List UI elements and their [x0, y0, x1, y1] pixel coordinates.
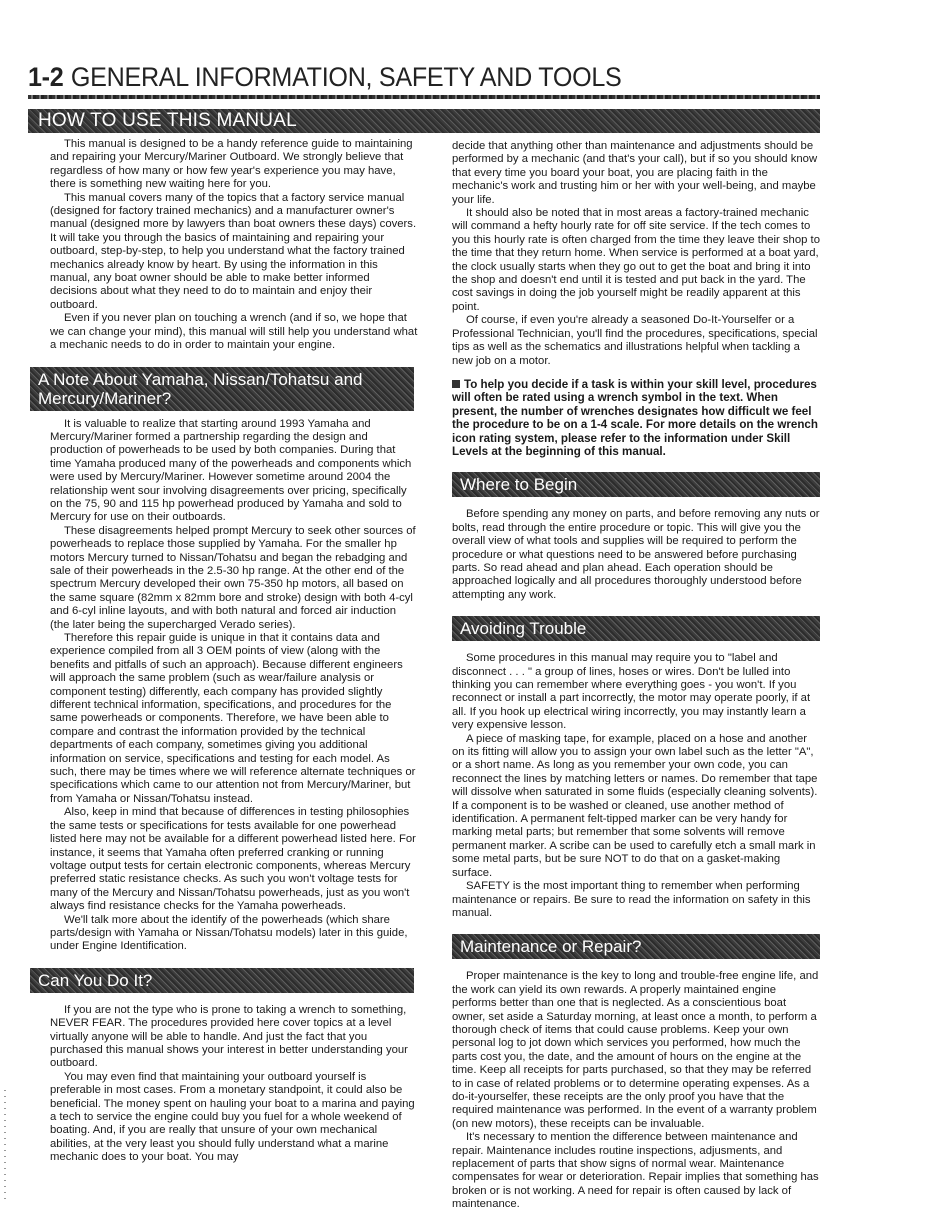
- right-column: [452, 140, 820, 1212]
- skill-note-text: To help you decide if a task is within your skill level, procedures will often be rated using a wrench symbol in the text. When present, the number of wrenches designates how difficult we feel the procedure to be on a 1-4 scale. For more details on the wrench icon rating system, please refer to the information under Skill Levels at the beginning of this manual.: [452, 377, 818, 458]
- page-title: [28, 62, 621, 93]
- section-heading-where-to-begin: Where to Begin: [452, 472, 820, 497]
- note-square-icon: [452, 380, 460, 388]
- section-heading-maintenance-or-repair: Maintenance or Repair?: [452, 934, 820, 959]
- paragraph: This manual covers many of the topics that a factory service manual (designed for factory trained mechanics) and a manufacturer owner's manual (designed more by lawyers than boat owners these days) covers. It will take you through the basics of maintaining and repairing your outboard, step-by-step, to help you understand what the factory trained mechanics already know by heart. By using the information in this manual, any boat owner should be able to make better informed decisions about what they need to do to maintain and enjoy their outboard.: [50, 191, 417, 311]
- section-heading-note-about: A Note About Yamaha, Nissan/Tohatsu and Mercury/Mariner?: [30, 367, 414, 411]
- paragraph: Proper maintenance is the key to long and trouble-free engine life, and the work can yield its own rewards. A properly maintained engine performs better than one that is neglected. As a conscientious boat owner, set aside a Saturday morning, at least once a month, to perform a thorough check of items that could cause problems. Keep your own personal log to jot down which services you performed, how much the parts cost you, the date, and the amount of hours on the engine at the time. Keep all receipts for parts purchased, so that they may be referred to in case of related problems or to determine operating expenses. As a do-it-yourselfer, these receipts are the only proof you have that the required maintenance was performed. In the event of a warranty problem (on new motors), these receipts can be invaluable.: [452, 970, 819, 1130]
- paragraph: It should also be noted that in most areas a factory-trained mechanic will command a hefty hourly rate for off site service. If the tech comes to you this hourly rate is often charged from the time they leave their shop to the time that they return home. When service is performed at a boat yard, the clock usually starts when they go out to get the boat and bring it into the shop and doesn't end until it is tested and put back in the yard. The cost savings in doing the job yourself might be readily apparent at this point.: [452, 207, 820, 313]
- paragraph: We'll talk more about the identify of the powerheads (which share parts/design with Yamaha or Nissan/Tohatsu models) later in this guide, under Engine Identification.: [50, 913, 408, 953]
- skill-level-note: [452, 378, 820, 458]
- paragraph: A piece of masking tape, for example, placed on a hose and another on its fitting will allow you to assign your own label such as the letter "A", or a short name. As long as you remember your own code, you can reconnect the lines by matching letters or names. Do remember that tape will dissolve when saturated in some fluids (especially cleaning solvents). If a component is to be washed or cleaned, use another method of identification. A permanent felt-tipped marker can be very handy for marking metal parts; but remember that some solvents will remove permanent marker. A scribe can be used to carefully etch a small mark in some metal parts, but be sure NOT to do that on a gasket-making surface.: [452, 732, 818, 879]
- paragraph: decide that anything other than maintenance and adjustments should be performed by a mechanic (and that's your call), but if so you should know that every time you board your boat, you are placing faith in the mechanic's work and trusting him or her with your well-being, and maybe your life.: [452, 140, 818, 206]
- paragraph: Of course, if even you're already a seasoned Do-It-Yourselfer or a Professional Technician, you'll find the procedures, specifications, special tips as well as the schematics and illustrations helpful when tackling a new job on a motor.: [452, 314, 818, 367]
- paragraph: Even if you never plan on touching a wrench (and if so, we hope that we can change your mind), this manual will still help you understand what a mechanic needs to do in order to maintain your engine.: [50, 312, 418, 352]
- scan-margin-artifact: [4, 1090, 6, 1200]
- paragraph: Before spending any money on parts, and before removing any nuts or bolts, read through the entire procedure or topic. This will give you the overall view of what tools and supplies will be required to perform the procedure or what questions need to be answered before purchasing parts. So read ahead and plan ahead. Each operation should be approached logically and all procedures thoroughly understood before attempting any work.: [452, 508, 820, 601]
- title-rule-divider: [28, 95, 820, 99]
- paragraph: You may even find that maintaining your outboard yourself is preferable in most cases. From a monetary standpoint, it could also be beneficial. The money spent on hauling your boat to a marina and paying a tech to service the engine could buy you fuel for a whole weekend of boating. And, if you are really that unsure of your own mechanical abilities, at the very least you should fully understand what a marine mechanic does to your boat. You may: [50, 1070, 415, 1164]
- section-banner-how-to-use: HOW TO USE THIS MANUAL: [28, 109, 820, 133]
- left-column: [38, 138, 418, 1165]
- page-number: 1-2: [28, 62, 64, 92]
- paragraph: SAFETY is the most important thing to remember when performing maintenance or repairs. Be sure to read the information on safety in this manual.: [452, 880, 811, 919]
- paragraph: Some procedures in this manual may require you to "label and disconnect . . . " a group of lines, hoses or wires. Don't be lulled into thinking you can remember where everything goes - you won't. If you reconnect or install a part incorrectly, the motor may operate poorly, if at all. If you hook up electrical wiring incorrectly, you may instantly learn a very expensive lesson.: [452, 652, 811, 732]
- section-heading-avoiding-trouble: Avoiding Trouble: [452, 616, 820, 641]
- paragraph: It is valuable to realize that starting around 1993 Yamaha and Mercury/Mariner formed a partnership regarding the design and production of powerheads to be used by both companies. During that time Yamaha produced many of the powerheads and components which were used by Mercury/Mariner. However sometime around 2004 the relationship went sour involving disagreements over pricing, specifically on the 75, 90 and 115 hp powerhead produced by Yamaha and sold to Mercury for use on their outboards.: [50, 417, 412, 524]
- section-heading-can-you-do-it: Can You Do It?: [30, 968, 414, 993]
- paragraph: If you are not the type who is prone to taking a wrench to something, NEVER FEAR. The procedures provided here cover topics at a level virtually anyone will be able to handle. And just the fact that you purchased this manual shows your interest in better understanding your outboard.: [50, 1003, 408, 1070]
- paragraph: It's necessary to mention the difference between maintenance and repair. Maintenance includes routine inspections, adjusments, and replacement of parts that show signs of normal wear. Maintenance compensates for wear or deterioration. Repair implies that something has broken or is not working. A need for repair is often caused by lack of maintenance.: [452, 1131, 819, 1211]
- paragraph: This manual is designed to be a handy reference guide to maintaining and repairing your Mercury/Mariner Outboard. We strongly believe that regardless of how many or how few year's experience you may have, there is something new waiting here for you.: [50, 138, 413, 191]
- paragraph: These disagreements helped prompt Mercury to seek other sources of powerheads to replace those supplied by Yamaha. For the smaller hp motors Mercury turned to Nissan/Tohatsu and began the rebadging and sale of their powerheads in the 2.5-30 hp range. At the other end of the spectrum Mercury developed their own 75-350 hp motors, all based on the same square (82mm x 82mm bore and stroke) design with both 4-cyl and 6-cyl inline layouts, and with both natural and forced air induction (the later being the supercharged Verado series).: [50, 524, 416, 631]
- paragraph: Also, keep in mind that because of differences in testing philosophies the same tests or specifications for tests available for one powerhead listed here may not be available for a different powerhead listed here. For instance, it seems that Yamaha often preferred cranking or running voltage output tests for certain electronic components, whereas Mercury preferred static resistance checks. As such you won't voltage tests for many of the Mercury and Nissan/Tohatsu powerheads, just as you won't always find resistance checks for the Yamaha powerheads.: [50, 806, 416, 913]
- paragraph: Therefore this repair guide is unique in that it contains data and experience compiled from all 3 OEM points of view (along with the benefits and pitfalls of such an approach). Because different engineers will approach the same problem (such as wear/failure analysis or component testing) differently, each company has provided slightly different technical information, specifications, and procedures for the same powerheads or components. Therefore, we have been able to compare and contrast the information provided by the technical departments of each company, sometimes giving you additional information on service, specifications and testing for each model. As such, there may be times where we will reference alternate techniques or specifications which came to our attention not from Mercury/Mariner, but from Yamaha or Nissan/Tohatsu instead.: [50, 632, 416, 805]
- chapter-title: GENERAL INFORMATION, SAFETY AND TOOLS: [70, 62, 622, 92]
